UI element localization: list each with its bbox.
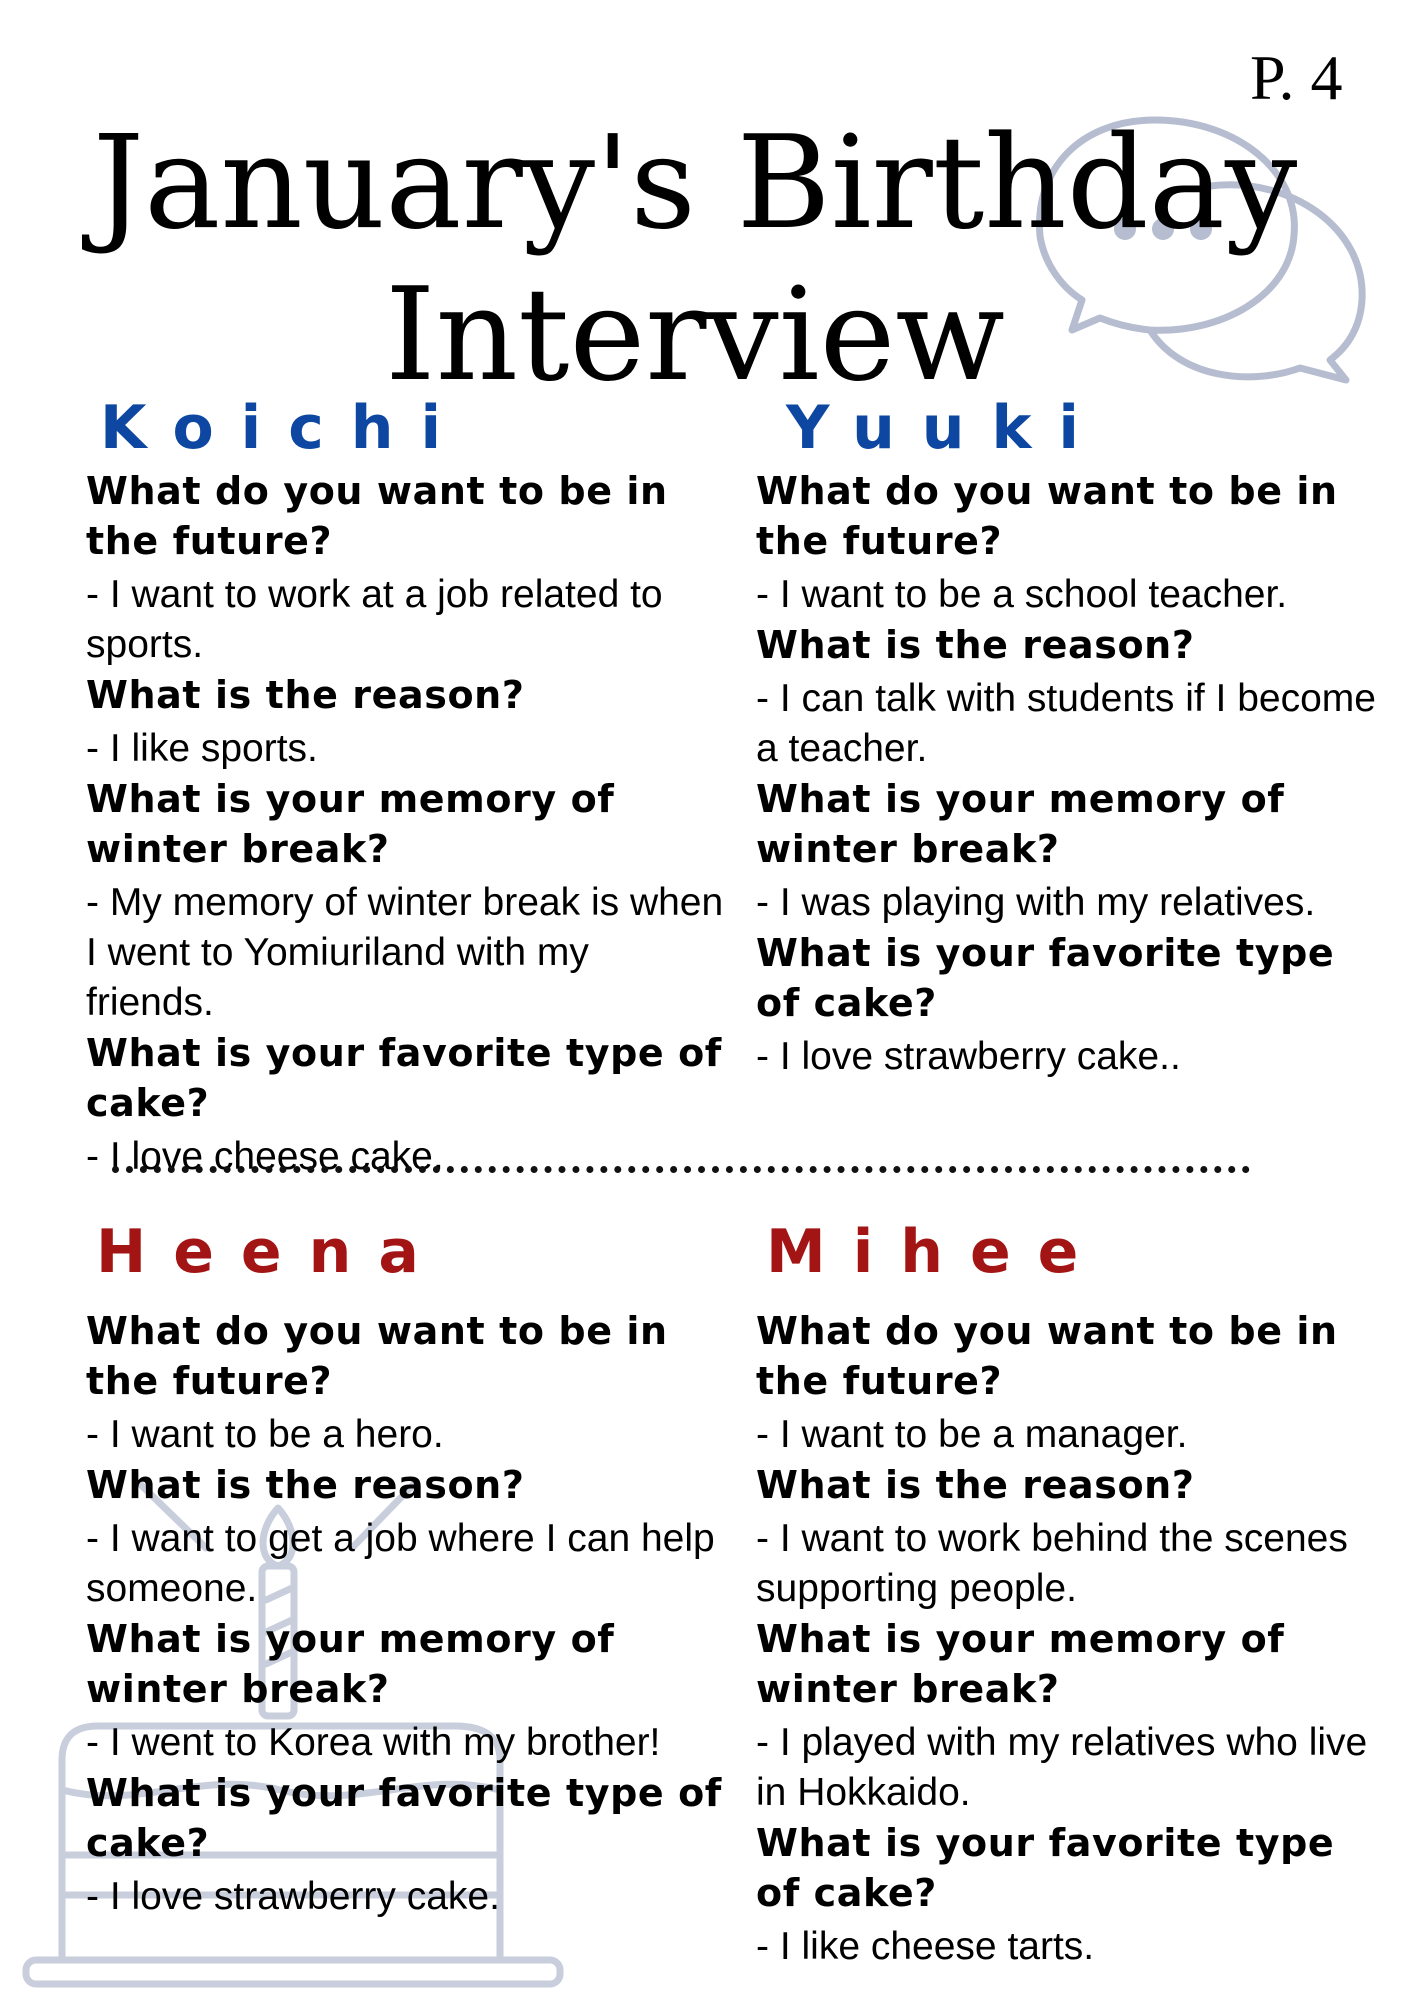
answer: - I like sports. <box>86 727 318 770</box>
question: What do you want to be in the future? <box>756 1309 1338 1403</box>
interview-heena <box>86 1306 726 1922</box>
answer: - I want to be a hero. <box>86 1413 444 1456</box>
question: What is your favorite type of cake? <box>756 931 1335 1025</box>
question: What is the reason? <box>86 1463 525 1507</box>
answer: - I want to work behind the scenes supporting people. <box>756 1517 1348 1610</box>
answer: - My memory of winter break is when I went to Yomiuriland with my friends. <box>86 881 724 1024</box>
answer: - I was playing with my relatives. <box>756 881 1316 924</box>
interview-koichi <box>86 466 726 1182</box>
question: What do you want to be in the future? <box>756 469 1338 563</box>
question: What is your favorite type of cake? <box>86 1031 722 1125</box>
interviewee-name-koichi: Koichi <box>100 393 469 463</box>
question: What is your favorite type of cake? <box>86 1771 722 1865</box>
interview-mihee <box>756 1306 1376 1972</box>
answer: - I played with my relatives who live in Hokkaido. <box>756 1721 1368 1814</box>
interviewee-name-yuuki: Yuuki <box>786 393 1106 463</box>
answer: - I can talk with students if I become a teacher. <box>756 677 1376 770</box>
question: What is your favorite type of cake? <box>756 1821 1335 1915</box>
question: What is the reason? <box>756 623 1195 667</box>
interviewee-name-mihee: Mihee <box>766 1217 1106 1287</box>
page-number: P. 4 <box>1250 42 1343 113</box>
answer: - I went to Korea with my brother! <box>86 1721 661 1764</box>
answer: - I want to be a manager. <box>756 1413 1188 1456</box>
answer: - I love strawberry cake. <box>86 1875 500 1918</box>
question: What is your memory of winter break? <box>756 777 1285 871</box>
answer: - I want to be a school teacher. <box>756 573 1288 616</box>
question: What is your memory of winter break? <box>86 1617 615 1711</box>
page-title-line-2: Interview <box>385 261 1005 410</box>
answer: - I want to get a job where I can help someone. <box>86 1517 715 1610</box>
question: What do you want to be in the future? <box>86 469 668 563</box>
question: What is your memory of winter break? <box>86 777 615 871</box>
question: What is your memory of winter break? <box>756 1617 1285 1711</box>
answer: - I love cheese cake. <box>86 1135 444 1178</box>
interview-yuuki <box>756 466 1376 1082</box>
answer: - I want to work at a job related to sports. <box>86 573 663 666</box>
question: What is the reason? <box>756 1463 1195 1507</box>
interviewee-name-heena: Heena <box>96 1217 446 1287</box>
page-title-line-1: January's Birthday <box>92 109 1298 258</box>
answer: - I love strawberry cake.. <box>756 1035 1181 1078</box>
question: What is the reason? <box>86 673 525 717</box>
question: What do you want to be in the future? <box>86 1309 668 1403</box>
section-divider <box>112 1166 1250 1173</box>
answer: - I like cheese tarts. <box>756 1925 1095 1968</box>
